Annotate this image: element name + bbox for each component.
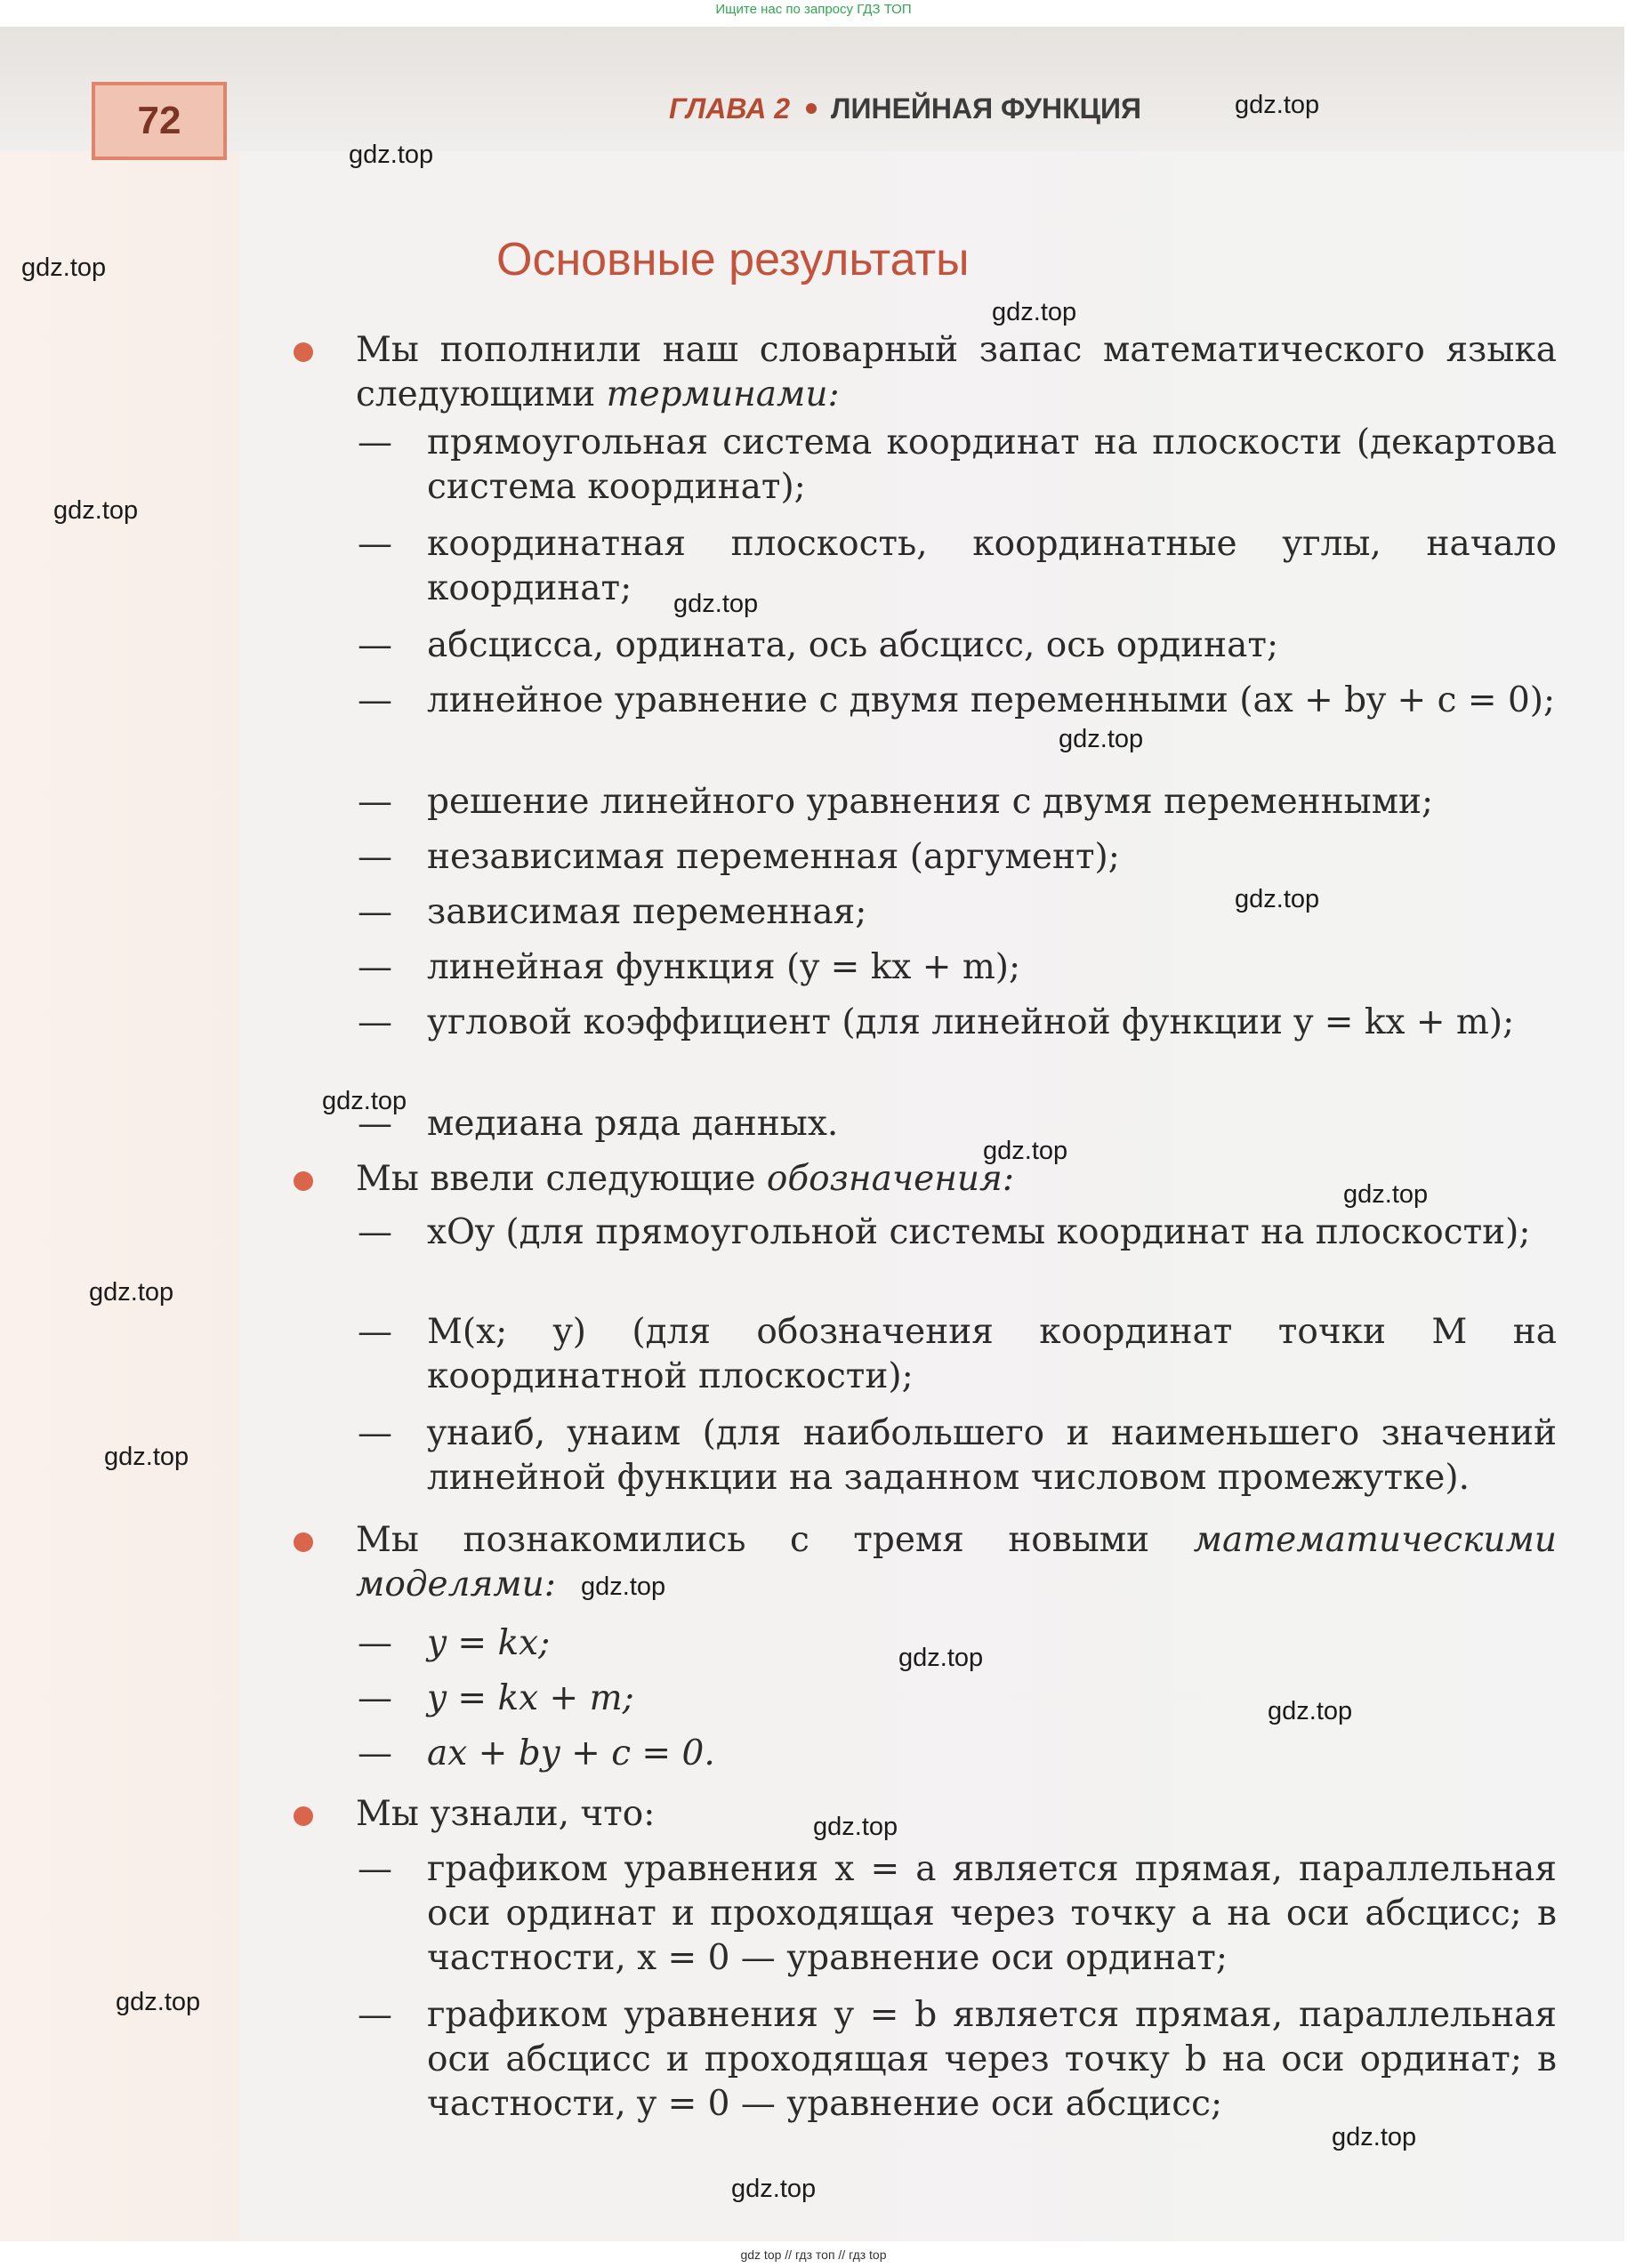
block-intro: Мы узнали, что:: [356, 1794, 656, 1834]
watermark: gdz.top: [322, 1087, 407, 1115]
watermark: gdz.top: [89, 1278, 174, 1307]
watermark: gdz.top: [731, 2175, 817, 2203]
watermark: gdz.top: [1235, 885, 1320, 913]
watermark: gdz.top: [1343, 1180, 1429, 1209]
block-models: [294, 1518, 1557, 1607]
watermark: gdz.top: [1332, 2123, 1417, 2151]
watermark: gdz.top: [349, 141, 434, 169]
watermark: gdz.top: [104, 1443, 189, 1471]
watermark: gdz.top: [673, 590, 759, 618]
block-terms: [294, 328, 1557, 417]
watermark: gdz.top: [53, 496, 139, 525]
chapter-label: ГЛАВА 2: [669, 92, 790, 125]
bullet: [294, 342, 313, 362]
block-learned: [294, 1792, 1557, 1837]
watermark: gdz.top: [581, 1572, 666, 1601]
block-intro: Мы ввели следующие обозначения:: [356, 1159, 1014, 1199]
watermark: gdz.top: [116, 1988, 201, 2016]
watermark: gdz.top: [813, 1813, 898, 1841]
watermark: gdz.top: [21, 253, 107, 282]
chapter-title: ЛИНЕЙНАЯ ФУНКЦИЯ: [831, 92, 1142, 125]
watermark: gdz.top: [983, 1137, 1068, 1165]
bullet: [294, 1806, 313, 1826]
watermark: gdz.top: [898, 1644, 984, 1672]
bullet: [294, 1171, 313, 1191]
top-note: Ищите нас по запросу ГДЗ ТОП: [715, 2, 912, 17]
page-number: 72: [92, 82, 227, 160]
bottom-note: gdz top // гдз топ // гдз top: [740, 2248, 887, 2262]
watermark: gdz.top: [1235, 91, 1320, 119]
block-intro: Мы познакомились с тремя новыми математическими моделями:: [356, 1520, 1557, 1604]
section-title: Основные результаты: [496, 234, 970, 286]
block-intro: Мы пополнили наш словарный запас математического языка следующими терминами:: [356, 330, 1557, 414]
watermark: gdz.top: [1059, 725, 1144, 753]
watermark: gdz.top: [992, 298, 1077, 326]
chapter-dot: [806, 103, 817, 114]
watermark: gdz.top: [1268, 1697, 1353, 1725]
chapter-header: [669, 85, 1141, 132]
bullet: [294, 1532, 313, 1552]
